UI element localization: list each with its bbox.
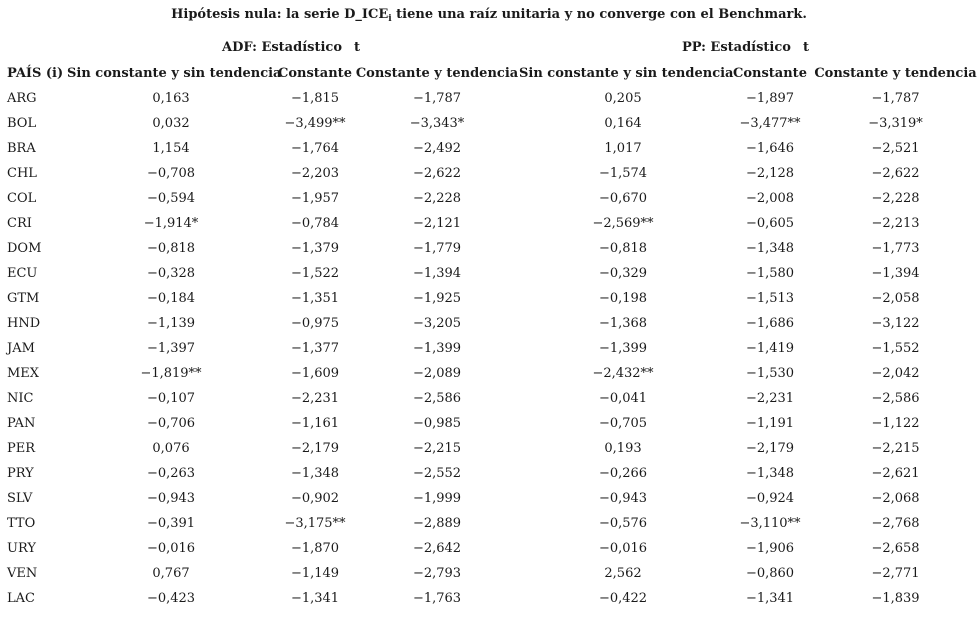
pp-no-constant-cell: −0,818 <box>598 241 648 256</box>
table-row <box>0 536 978 561</box>
adf-constant-trend-cell: −2,642 <box>412 541 462 556</box>
adf-constant-trend-cell: −2,552 <box>412 466 462 481</box>
table-body <box>0 86 978 611</box>
pp-no-constant-cell: −2,569** <box>592 216 654 231</box>
adf-constant-cell: −2,179 <box>290 441 340 456</box>
country-cell: ECU <box>7 266 38 281</box>
pp-constant-cell: −2,231 <box>745 391 795 406</box>
pp-constant-cell: −2,179 <box>745 441 795 456</box>
table-row <box>0 586 978 611</box>
pp-constant-cell: −1,686 <box>745 316 795 331</box>
adf-constant-trend-cell: −0,985 <box>412 416 462 431</box>
country-cell: PER <box>7 441 36 456</box>
pp-constant-trend-cell: −2,771 <box>871 566 920 581</box>
pp-no-constant-cell: −2,432** <box>592 366 654 381</box>
adf-constant-cell: −1,351 <box>290 291 340 306</box>
pp-constant-header: Constante <box>733 66 807 81</box>
table-row <box>0 286 978 311</box>
pp-group-stat: t <box>802 40 809 55</box>
adf-constant-trend-cell: −2,492 <box>412 141 462 156</box>
pp-no-constant-cell: −0,016 <box>598 541 648 556</box>
pp-constant-trend-cell: −3,319* <box>868 116 923 131</box>
adf-constant-cell: −1,161 <box>290 416 340 431</box>
pp-constant-cell: −0,860 <box>745 566 795 581</box>
adf-group-stat: t <box>353 40 360 55</box>
country-cell: MEX <box>7 366 40 381</box>
adf-constant-trend-header: Constante y tendencia <box>355 66 519 81</box>
adf-constant-trend-cell: −2,793 <box>412 566 462 581</box>
pp-no-constant-cell: 0,205 <box>604 91 642 106</box>
pp-no-constant-cell: −1,368 <box>598 316 648 331</box>
pp-no-constant-cell: −0,943 <box>598 491 648 506</box>
pp-no-constant-cell: −0,705 <box>598 416 648 431</box>
adf-constant-trend-cell: −1,399 <box>412 341 462 356</box>
country-cell: LAC <box>7 591 35 606</box>
pp-constant-trend-header: Constante y tendencia <box>814 66 977 81</box>
adf-constant-cell: −1,379 <box>290 241 340 256</box>
adf-constant-cell: −1,870 <box>290 541 340 556</box>
pp-constant-cell: −0,605 <box>745 216 795 231</box>
adf-group-header <box>222 40 360 55</box>
adf-constant-trend-cell: −2,228 <box>412 191 462 206</box>
table-row <box>0 211 978 236</box>
country-cell: CHL <box>7 166 37 181</box>
adf-constant-trend-cell: −3,205 <box>412 316 462 331</box>
adf-constant-cell: −2,231 <box>290 391 340 406</box>
pp-constant-trend-cell: −2,213 <box>871 216 920 231</box>
pp-no-constant-cell: −1,399 <box>598 341 648 356</box>
pp-no-constant-cell: −1,574 <box>598 166 648 181</box>
pp-constant-trend-cell: −2,622 <box>871 166 920 181</box>
adf-constant-cell: −1,815 <box>290 91 340 106</box>
pp-constant-trend-cell: −2,068 <box>871 491 920 506</box>
pp-constant-cell: −1,419 <box>745 341 795 356</box>
table-row <box>0 411 978 436</box>
adf-constant-trend-cell: −2,889 <box>412 516 462 531</box>
adf-constant-cell: −1,522 <box>290 266 340 281</box>
table-row <box>0 511 978 536</box>
country-cell: CRI <box>7 216 32 231</box>
pp-no-constant-cell: −0,670 <box>598 191 648 206</box>
country-cell: PAN <box>7 416 36 431</box>
pp-constant-trend-cell: −1,552 <box>871 341 920 356</box>
pp-constant-cell: −1,191 <box>745 416 795 431</box>
adf-constant-header: Constante <box>278 66 352 81</box>
title-suffix: tiene una raíz unitaria y no converge con el Benchmark. <box>391 7 807 22</box>
pp-no-constant-cell: 0,164 <box>604 116 642 131</box>
pp-no-constant-header: Sin constante y sin tendencia <box>519 66 734 81</box>
adf-constant-cell: −3,175** <box>284 516 346 531</box>
table-row <box>0 561 978 586</box>
country-cell: PRY <box>7 466 34 481</box>
title-subscript: i <box>388 14 392 24</box>
adf-constant-cell: −1,149 <box>290 566 340 581</box>
pp-constant-cell: −0,924 <box>745 491 795 506</box>
adf-constant-trend-cell: −1,999 <box>412 491 462 506</box>
table-row <box>0 311 978 336</box>
table-row <box>0 136 978 161</box>
table-title <box>0 7 978 24</box>
pp-constant-cell: −2,128 <box>745 166 795 181</box>
adf-constant-trend-cell: −2,622 <box>412 166 462 181</box>
pp-constant-cell: −1,348 <box>745 241 795 256</box>
table-row <box>0 111 978 136</box>
pp-constant-cell: −1,646 <box>745 141 795 156</box>
adf-group-label: ADF: Estadístico <box>222 40 342 55</box>
pp-constant-cell: −1,580 <box>745 266 795 281</box>
pp-constant-trend-cell: −2,228 <box>871 191 920 206</box>
pp-constant-trend-cell: −1,787 <box>871 91 920 106</box>
pp-no-constant-cell: 0,193 <box>604 441 642 456</box>
country-header: PAÍS (i) <box>7 66 64 81</box>
country-cell: TTO <box>7 516 36 531</box>
pp-constant-cell: −1,906 <box>745 541 795 556</box>
adf-constant-cell: −0,902 <box>290 491 340 506</box>
table-row <box>0 461 978 486</box>
adf-no-constant-cell: −0,943 <box>146 491 196 506</box>
pp-constant-trend-cell: −2,521 <box>871 141 920 156</box>
adf-no-constant-cell: −0,328 <box>146 266 196 281</box>
country-cell: VEN <box>7 566 38 581</box>
table-row <box>0 486 978 511</box>
adf-constant-cell: −1,348 <box>290 466 340 481</box>
pp-constant-trend-cell: −2,586 <box>871 391 920 406</box>
pp-no-constant-cell: 2,562 <box>604 566 642 581</box>
adf-no-constant-cell: 0,076 <box>152 441 190 456</box>
adf-constant-trend-cell: −2,215 <box>412 441 462 456</box>
table-row <box>0 361 978 386</box>
adf-no-constant-cell: −0,818 <box>146 241 196 256</box>
adf-constant-trend-cell: −1,787 <box>412 91 462 106</box>
adf-no-constant-cell: −0,706 <box>146 416 196 431</box>
adf-constant-cell: −0,975 <box>290 316 340 331</box>
adf-no-constant-cell: 1,154 <box>152 141 190 156</box>
pp-constant-trend-cell: −2,768 <box>871 516 920 531</box>
pp-constant-cell: −1,341 <box>745 591 795 606</box>
pp-constant-trend-cell: −1,122 <box>871 416 920 431</box>
pp-constant-trend-cell: −2,621 <box>871 466 920 481</box>
table-row <box>0 386 978 411</box>
adf-constant-cell: −1,609 <box>290 366 340 381</box>
adf-no-constant-cell: 0,767 <box>152 566 190 581</box>
adf-constant-trend-cell: −1,763 <box>412 591 462 606</box>
country-cell: SLV <box>7 491 33 506</box>
adf-no-constant-cell: −1,139 <box>146 316 196 331</box>
adf-no-constant-cell: −0,391 <box>146 516 196 531</box>
country-cell: BRA <box>7 141 36 156</box>
adf-constant-cell: −0,784 <box>290 216 340 231</box>
adf-no-constant-cell: −0,594 <box>146 191 196 206</box>
adf-no-constant-cell: −0,107 <box>146 391 196 406</box>
title-prefix: Hipótesis nula: la serie D_ICE <box>171 7 389 22</box>
table-row <box>0 186 978 211</box>
table-row <box>0 336 978 361</box>
pp-constant-cell: −1,513 <box>745 291 795 306</box>
adf-constant-trend-cell: −1,925 <box>412 291 462 306</box>
pp-constant-cell: −2,008 <box>745 191 795 206</box>
pp-no-constant-cell: −0,422 <box>598 591 648 606</box>
adf-no-constant-cell: −0,016 <box>146 541 196 556</box>
column-header-row <box>0 61 978 86</box>
adf-no-constant-cell: 0,163 <box>152 91 190 106</box>
pp-no-constant-cell: −0,041 <box>598 391 648 406</box>
pp-group-label: PP: Estadístico <box>682 40 791 55</box>
country-cell: JAM <box>7 341 35 356</box>
adf-no-constant-cell: −1,397 <box>146 341 196 356</box>
adf-no-constant-cell: −0,708 <box>146 166 196 181</box>
pp-group-header <box>682 40 809 55</box>
pp-constant-trend-cell: −2,658 <box>871 541 920 556</box>
country-cell: BOL <box>7 116 37 131</box>
adf-constant-trend-cell: −2,586 <box>412 391 462 406</box>
adf-no-constant-header: Sin constante y sin tendencia <box>67 66 282 81</box>
pp-constant-trend-cell: −2,058 <box>871 291 920 306</box>
adf-no-constant-cell: −0,423 <box>146 591 196 606</box>
table-row <box>0 436 978 461</box>
results-table <box>0 61 978 611</box>
table-row <box>0 161 978 186</box>
adf-constant-trend-cell: −1,394 <box>412 266 462 281</box>
country-cell: URY <box>7 541 36 556</box>
pp-no-constant-cell: −0,198 <box>598 291 648 306</box>
adf-no-constant-cell: −0,184 <box>146 291 196 306</box>
country-cell: ARG <box>7 91 37 106</box>
adf-constant-cell: −1,341 <box>290 591 340 606</box>
table-row <box>0 261 978 286</box>
pp-no-constant-cell: −0,266 <box>598 466 648 481</box>
adf-constant-cell: −1,957 <box>290 191 340 206</box>
adf-no-constant-cell: −1,819** <box>140 366 202 381</box>
pp-no-constant-cell: −0,329 <box>598 266 648 281</box>
adf-constant-cell: −1,764 <box>290 141 340 156</box>
pp-constant-cell: −1,348 <box>745 466 795 481</box>
adf-constant-cell: −3,499** <box>284 116 346 131</box>
adf-no-constant-cell: −0,263 <box>146 466 196 481</box>
country-cell: COL <box>7 191 37 206</box>
adf-constant-cell: −1,377 <box>290 341 340 356</box>
pp-constant-trend-cell: −1,839 <box>871 591 920 606</box>
pp-constant-trend-cell: −1,394 <box>871 266 920 281</box>
pp-no-constant-cell: −0,576 <box>598 516 648 531</box>
pp-constant-cell: −3,477** <box>739 116 801 131</box>
pp-no-constant-cell: 1,017 <box>604 141 642 156</box>
pp-constant-cell: −1,897 <box>745 91 795 106</box>
adf-constant-trend-cell: −2,089 <box>412 366 462 381</box>
pp-constant-cell: −3,110** <box>739 516 801 531</box>
pp-constant-cell: −1,530 <box>745 366 795 381</box>
pp-constant-trend-cell: −2,215 <box>871 441 920 456</box>
adf-constant-trend-cell: −1,779 <box>412 241 462 256</box>
pp-constant-trend-cell: −1,773 <box>871 241 920 256</box>
adf-constant-cell: −2,203 <box>290 166 340 181</box>
country-cell: GTM <box>7 291 40 306</box>
table-row <box>0 236 978 261</box>
country-cell: NIC <box>7 391 34 406</box>
adf-constant-trend-cell: −2,121 <box>412 216 462 231</box>
pp-constant-trend-cell: −2,042 <box>871 366 920 381</box>
adf-no-constant-cell: −1,914* <box>143 216 199 231</box>
adf-constant-trend-cell: −3,343* <box>409 116 465 131</box>
table-row <box>0 86 978 111</box>
country-cell: DOM <box>7 241 42 256</box>
country-cell: HND <box>7 316 41 331</box>
pp-constant-trend-cell: −3,122 <box>871 316 920 331</box>
adf-no-constant-cell: 0,032 <box>152 116 190 131</box>
